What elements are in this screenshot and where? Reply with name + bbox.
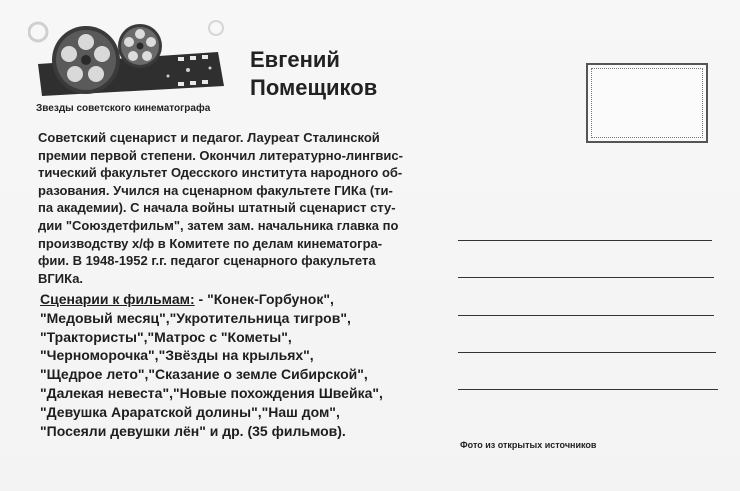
biography-text [38, 129, 448, 287]
bio-line: Советский сценарист и педагог. Лауреат Сталинской [38, 130, 380, 145]
film-list-line: "Посеяли девушки лён" и др. (35 фильмов). [40, 422, 346, 439]
bio-line: производству х/ф в Комитете по делам кинематогра- [38, 235, 383, 251]
film-list-line: "Щедрое лето","Сказание о земле Сибирской", [40, 366, 368, 383]
address-line [458, 277, 714, 278]
address-line [458, 240, 712, 241]
stamp-box [586, 63, 708, 143]
address-line [458, 389, 718, 390]
films-heading: Сценарии к фильмам: [40, 291, 195, 307]
film-list-line: "Девушка Араратской долины","Наш дом", [40, 403, 340, 420]
bio-line: ВГИКа. [38, 270, 84, 286]
address-line [458, 315, 714, 316]
bio-line: фии. В 1948-1952 г.г. педагог сценарного факультета [38, 253, 376, 269]
address-line [458, 352, 716, 353]
films-first-line [40, 290, 460, 309]
film-list-line: "Далекая невеста","Новые похождения Швейка", [40, 384, 383, 401]
bio-line: дии "Союздетфильм", затем зам. начальника главка по [38, 217, 399, 233]
film-list-line: "Медовый месяц","Укротительница тигров", [40, 309, 351, 326]
person-last-name: Помещиков [250, 75, 378, 100]
film-list-item: - "Конек-Горбунок", [194, 291, 334, 307]
person-name [250, 46, 377, 102]
series-title: Звезды советского кинематографа [36, 103, 211, 114]
bio-line: разования. Учился на сценарном факультете ГИКа (ти- [38, 182, 393, 198]
bio-line: премии первой степени. Окончил литературно-лингвис- [38, 147, 403, 163]
bio-line: тический факультет Одесского института народного об- [38, 165, 403, 181]
film-reel-logo-icon [28, 12, 228, 98]
bio-line: па академии). С начала войны штатный сценарист сту- [38, 200, 396, 216]
film-list-line: "Трактористы","Матрос с "Кометы", [40, 328, 292, 345]
film-list-line: "Черноморочка","Звёзды на крыльях", [40, 347, 314, 364]
filmography [40, 290, 460, 440]
photo-credit: Фото из открытых источников [460, 440, 597, 450]
person-first-name: Евгений [250, 47, 340, 72]
